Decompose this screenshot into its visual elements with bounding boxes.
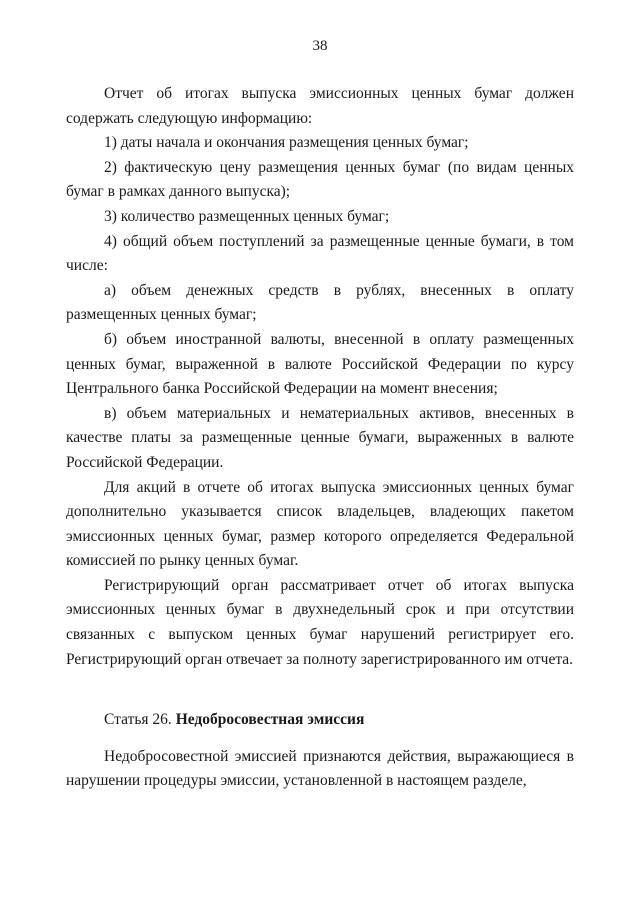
list-item-2: 2) фактическую цену размещения ценных бумаг (по видам ценных бумаг в рамках данного выпуска); bbox=[66, 158, 574, 201]
list-item-4c: в) объем материальных и нематериальных активов, внесенных в качестве платы за размещенные ценные бумаги, выраженных в валюте Российской Федерации. bbox=[66, 404, 574, 471]
page-number: 38 bbox=[312, 38, 328, 54]
article-heading bbox=[66, 708, 574, 733]
article-title: Недобросовестная эмиссия bbox=[175, 711, 365, 729]
list-item-4b: б) объем иностранной валюты, внесенной в оплату размещенных ценных бумаг, выраженной в валюте Российской Федерации по курсу Центрального банка Российской Федерации на момент внесения; bbox=[66, 330, 574, 398]
paragraph-intro: Отчет об итогах выпуска эмиссионных ценных бумаг должен содержать следующую информацию: bbox=[66, 85, 574, 127]
paragraph-article-26: Недобросовестной эмиссией признаются действия, выражающиеся в нарушении процедуры эмиссии, установленной в настоящем разделе, bbox=[66, 747, 574, 790]
paragraph-registration: Регистрирующий орган рассматривает отчет об итогах выпуска эмиссионных ценных бумаг в двухнедельный срок и при отсутствии связанных с выпуском ценных бумаг нарушений регистрирует его. Регистрирующий орган отвечает за полноту зарегистрированного им отчета. bbox=[66, 576, 574, 668]
document-body bbox=[66, 82, 574, 794]
article-number: Статья 26. bbox=[104, 711, 172, 729]
paragraph-shares: Для акций в отчете об итогах выпуска эмиссионных ценных бумаг дополнительно указывается список владельцев, владеющих пакетом эмиссионных ценных бумаг, размер которого определяется Федеральной комиссией по рынку ценных бумаг. bbox=[66, 478, 574, 570]
list-item-3: 3) количество размещенных ценных бумаг; bbox=[104, 207, 390, 225]
list-item-4: 4) общий объем поступлений за размещенные ценные бумаги, в том числе: bbox=[66, 232, 574, 275]
list-item-1: 1) даты начала и окончания размещения ценных бумаг; bbox=[104, 134, 469, 152]
list-item-4a: а) объем денежных средств в рублях, внесенных в оплату размещенных ценных бумаг; bbox=[66, 281, 574, 324]
